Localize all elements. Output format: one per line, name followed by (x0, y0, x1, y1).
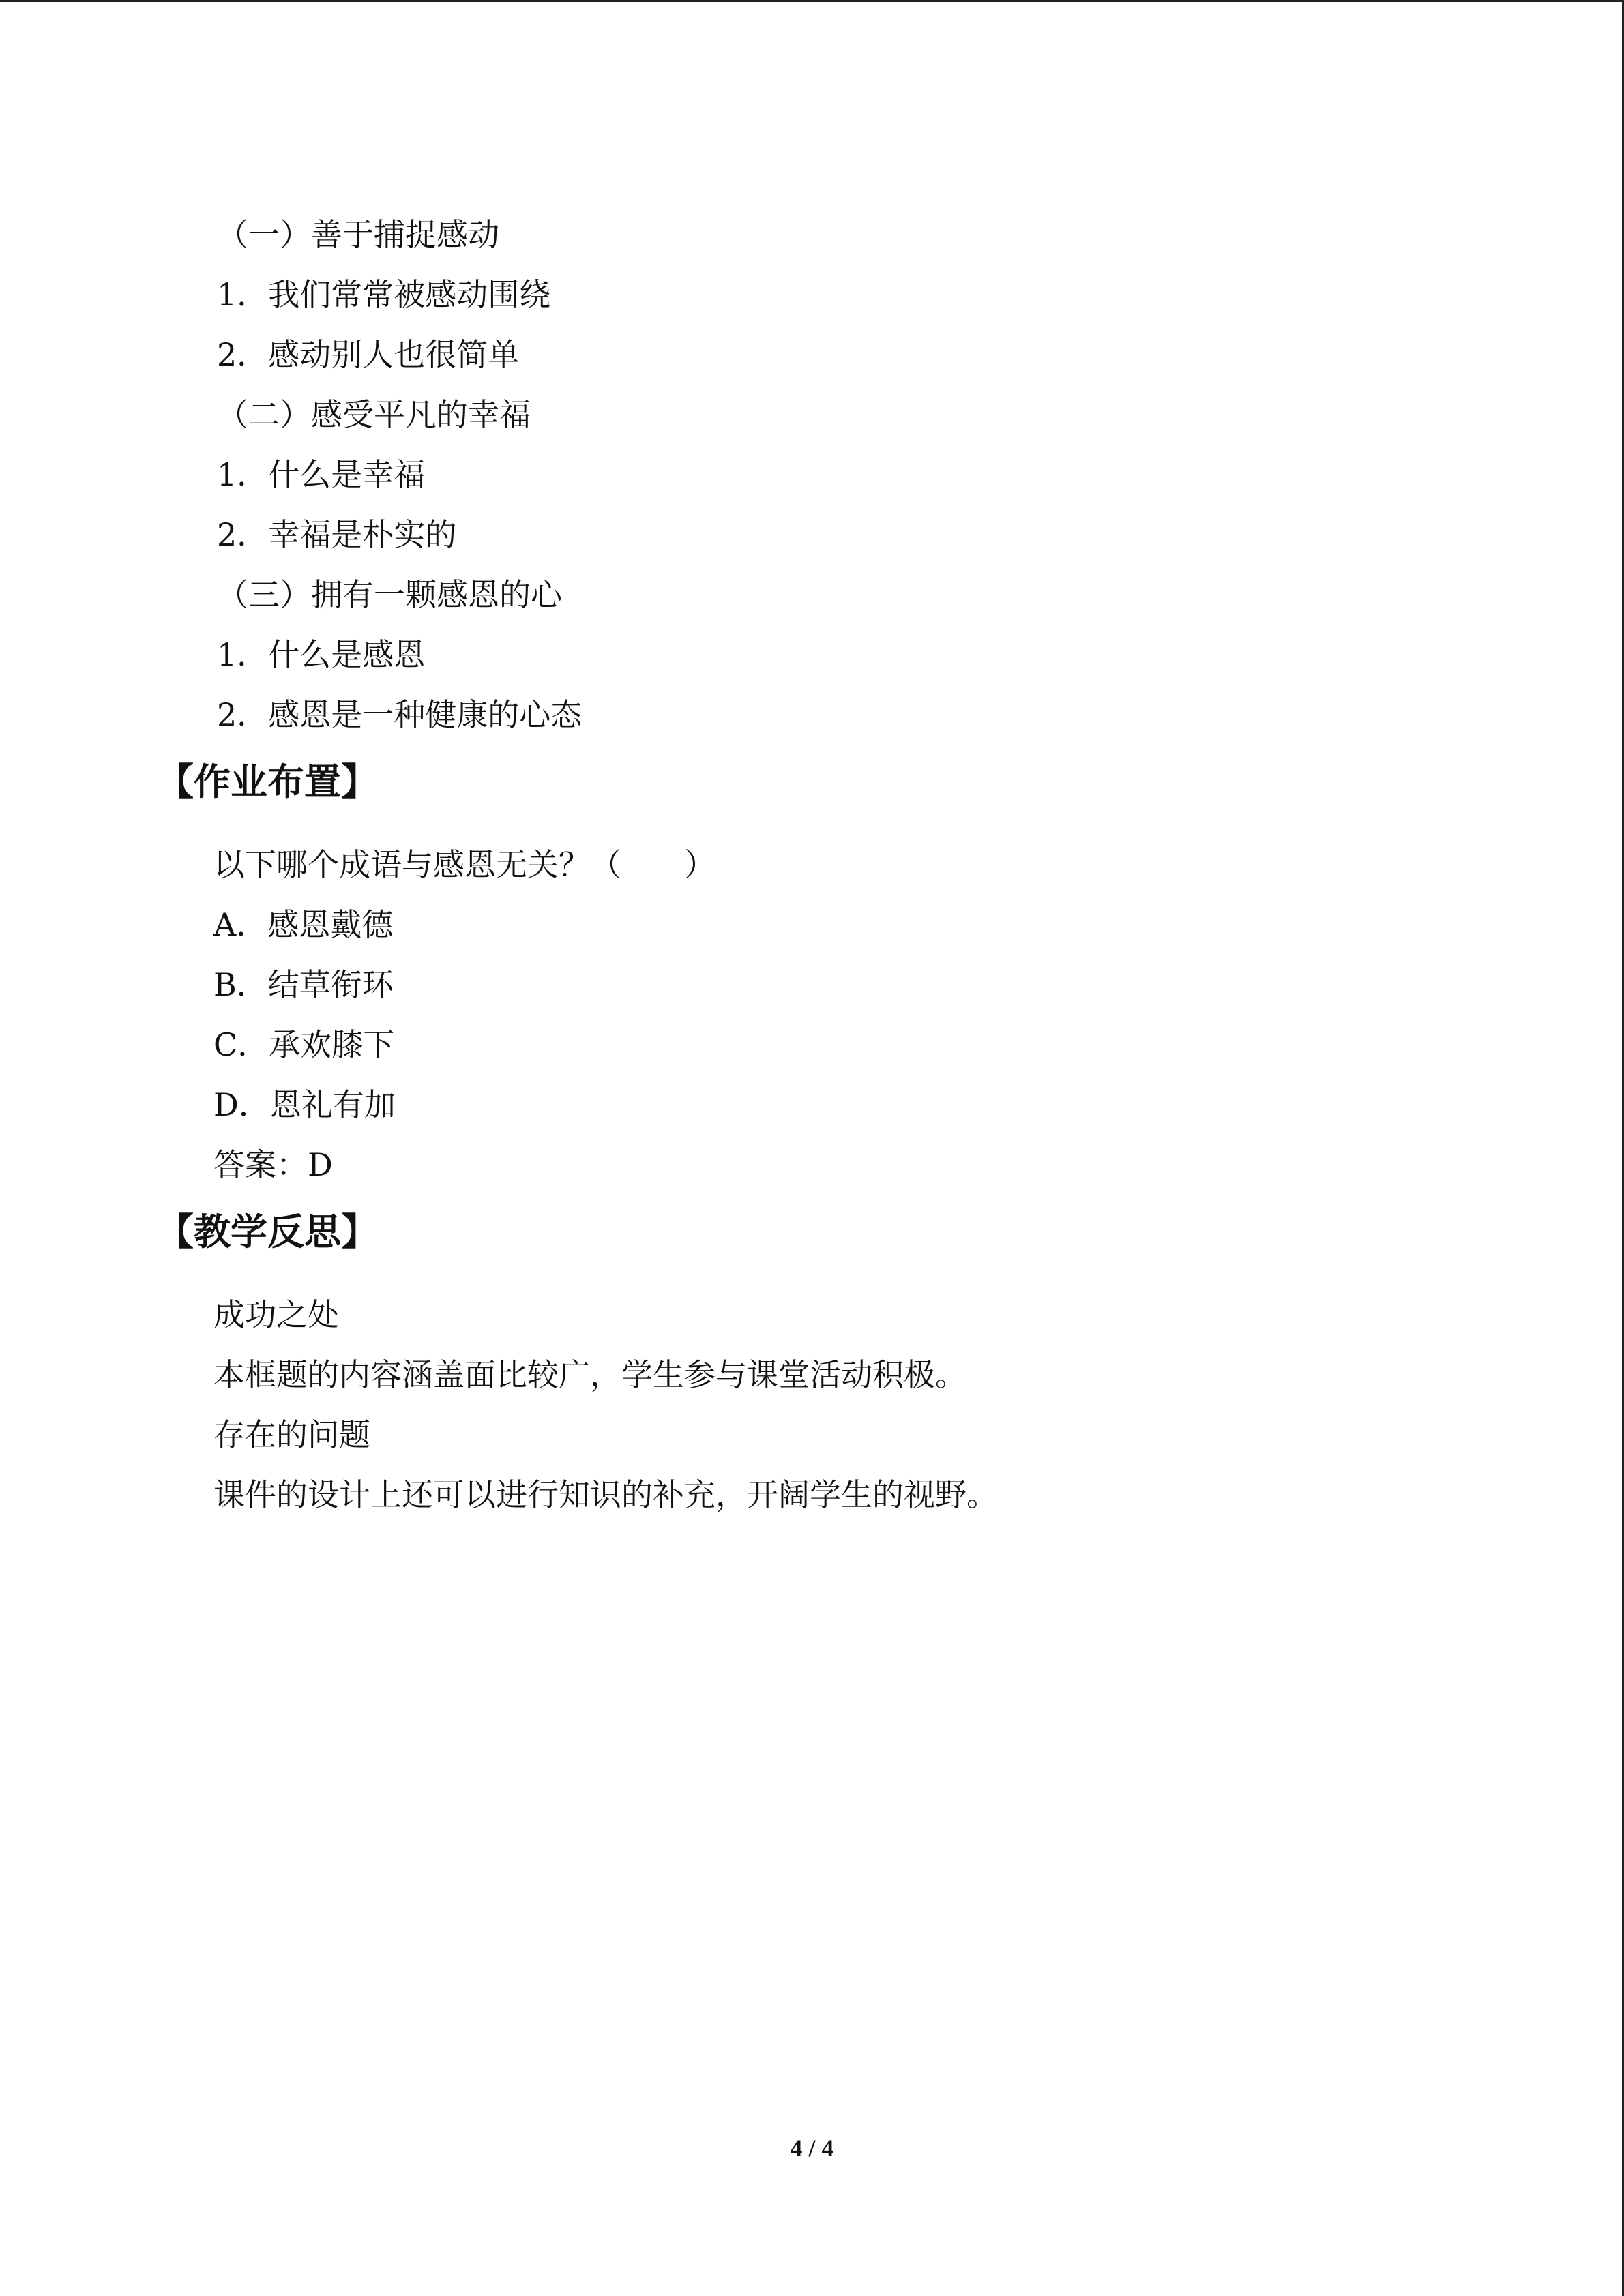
outline-item: 2．感动别人也很简单 (217, 336, 520, 373)
reflection-success-text: 本框题的内容涵盖面比较广，学生参与课堂活动积极。 (213, 1356, 966, 1393)
outline-item: 2．幸福是朴实的 (217, 516, 457, 553)
page-number: 4 / 4 (790, 2134, 834, 2162)
homework-option-c: C．承欢膝下 (213, 1026, 395, 1063)
reflection-heading: 【教学反思】 (157, 1210, 378, 1253)
outline-item: 2．感恩是一种健康的心态 (217, 696, 582, 733)
reflection-success-label: 成功之处 (213, 1296, 339, 1333)
outline-item: 1．我们常常被感动围绕 (217, 276, 551, 313)
homework-option-d: D．恩礼有加 (213, 1086, 396, 1123)
homework-answer: 答案：D (213, 1146, 333, 1183)
homework-option-a: A．感恩戴德 (213, 906, 394, 943)
outline-item: 1．什么是感恩 (217, 636, 426, 673)
homework-question: 以下哪个成语与感恩无关？（ ） (213, 846, 715, 883)
homework-option-b: B．结草衔环 (213, 966, 394, 1003)
outline-item: （一）善于捕捉感动 (217, 216, 499, 253)
reflection-problem-text: 课件的设计上还可以进行知识的补充，开阔学生的视野。 (213, 1476, 998, 1513)
outline-item: 1．什么是幸福 (217, 456, 426, 493)
outline-item: （三）拥有一颗感恩的心 (217, 576, 562, 613)
outline-item: （二）感受平凡的幸福 (217, 396, 531, 433)
reflection-problem-label: 存在的问题 (213, 1416, 370, 1453)
homework-heading: 【作业布置】 (157, 760, 378, 803)
